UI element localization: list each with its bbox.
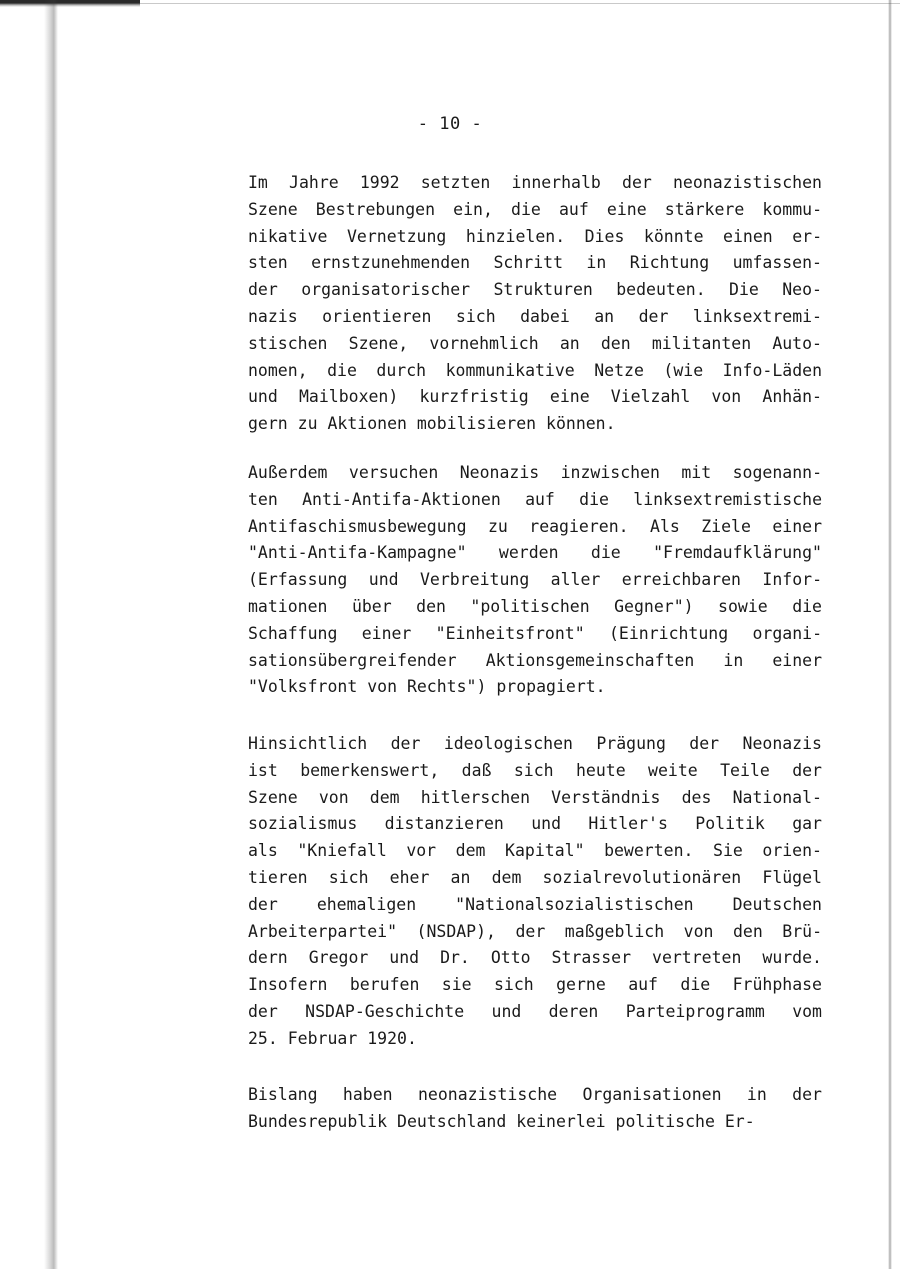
text-line: "Volksfront von Rechts") propagiert.	[248, 677, 606, 697]
text-line: Szene Bestrebungen ein, die auf eine stärkere kommu-	[248, 199, 822, 219]
text-line: 25. Februar 1920.	[248, 1028, 417, 1048]
text-line: Szene von dem hitlerschen Verständnis des National-	[248, 787, 822, 807]
page-number: - 10 -	[417, 114, 483, 134]
text-line: stischen Szene, vornehmlich an den militanten Auto-	[248, 333, 822, 353]
text-line: der ehemaligen "Nationalsozialistischen Deutschen	[248, 894, 822, 914]
text-line: Schaffung einer "Einheitsfront" (Einrichtung organi-	[248, 623, 822, 643]
paragraph-ideologie	[248, 731, 822, 1053]
text-line: dern Gregor und Dr. Otto Strasser vertreten wurde.	[248, 948, 822, 968]
text-line: gern zu Aktionen mobilisieren können.	[248, 414, 616, 434]
scan-left-edge	[44, 0, 58, 1269]
scan-top-line	[140, 3, 900, 4]
paragraph-anti-antifa	[248, 460, 822, 701]
text-line: Außerdem versuchen Neonazis inzwischen mit sogenann-	[248, 463, 822, 482]
text-line: Im Jahre 1992 setzten innerhalb der neonazistischen	[248, 173, 822, 192]
text-line: "Anti-Antifa-Kampagne" werden die "Fremdaufklärung"	[248, 543, 822, 563]
text-line: Antifaschismusbewegung zu reagieren. Als Ziele einer	[248, 516, 822, 536]
text-line: der organisatorischer Strukturen bedeuten. Die Neo-	[248, 280, 822, 300]
text-line: sten ernstzunehmenden Schritt in Richtung umfassen-	[248, 253, 822, 273]
text-line: Arbeiterpartei" (NSDAP), der maßgeblich von den Brü-	[248, 921, 822, 941]
text-line: Bislang haben neonazistische Organisationen in der	[248, 1085, 822, 1104]
text-line: nikative Vernetzung hinzielen. Dies könnte einen er-	[248, 226, 822, 246]
scan-right-edge	[888, 0, 892, 1269]
text-line: nazis orientieren sich dabei an der linksextremi-	[248, 306, 822, 326]
text-line: Hinsichtlich der ideologischen Prägung der Neonazis	[248, 734, 822, 753]
text-line: nomen, die durch kommunikative Netze (wie Info-Läden	[248, 360, 822, 380]
text-line: tieren sich eher an dem sozialrevolutionären Flügel	[248, 867, 822, 887]
text-line: ist bemerkenswert, daß sich heute weite Teile der	[248, 760, 822, 780]
paragraph-vernetzung	[248, 170, 822, 438]
text-line: Bundesrepublik Deutschland keinerlei politische Er-	[248, 1111, 755, 1131]
text-line: sozialismus distanzieren und Hitler's Politik gar	[248, 814, 822, 834]
text-line: Insofern berufen sie sich gerne auf die Frühphase	[248, 975, 822, 995]
scan-top-edge	[0, 0, 140, 7]
text-line: (Erfassung und Verbreitung aller erreichbaren Infor-	[248, 570, 822, 590]
text-line: und Mailboxen) kurzfristig eine Vielzahl von Anhän-	[248, 387, 822, 407]
text-line: als "Kniefall vor dem Kapital" bewerten. Sie orien-	[248, 841, 822, 861]
text-line: der NSDAP-Geschichte und deren Parteiprogramm vom	[248, 1001, 822, 1021]
text-line: ten Anti-Antifa-Aktionen auf die linksextremistische	[248, 489, 822, 509]
paragraph-bislang	[248, 1082, 822, 1136]
text-line: sationsübergreifender Aktionsgemeinschaften in einer	[248, 650, 822, 670]
text-line: mationen über den "politischen Gegner") sowie die	[248, 596, 822, 616]
